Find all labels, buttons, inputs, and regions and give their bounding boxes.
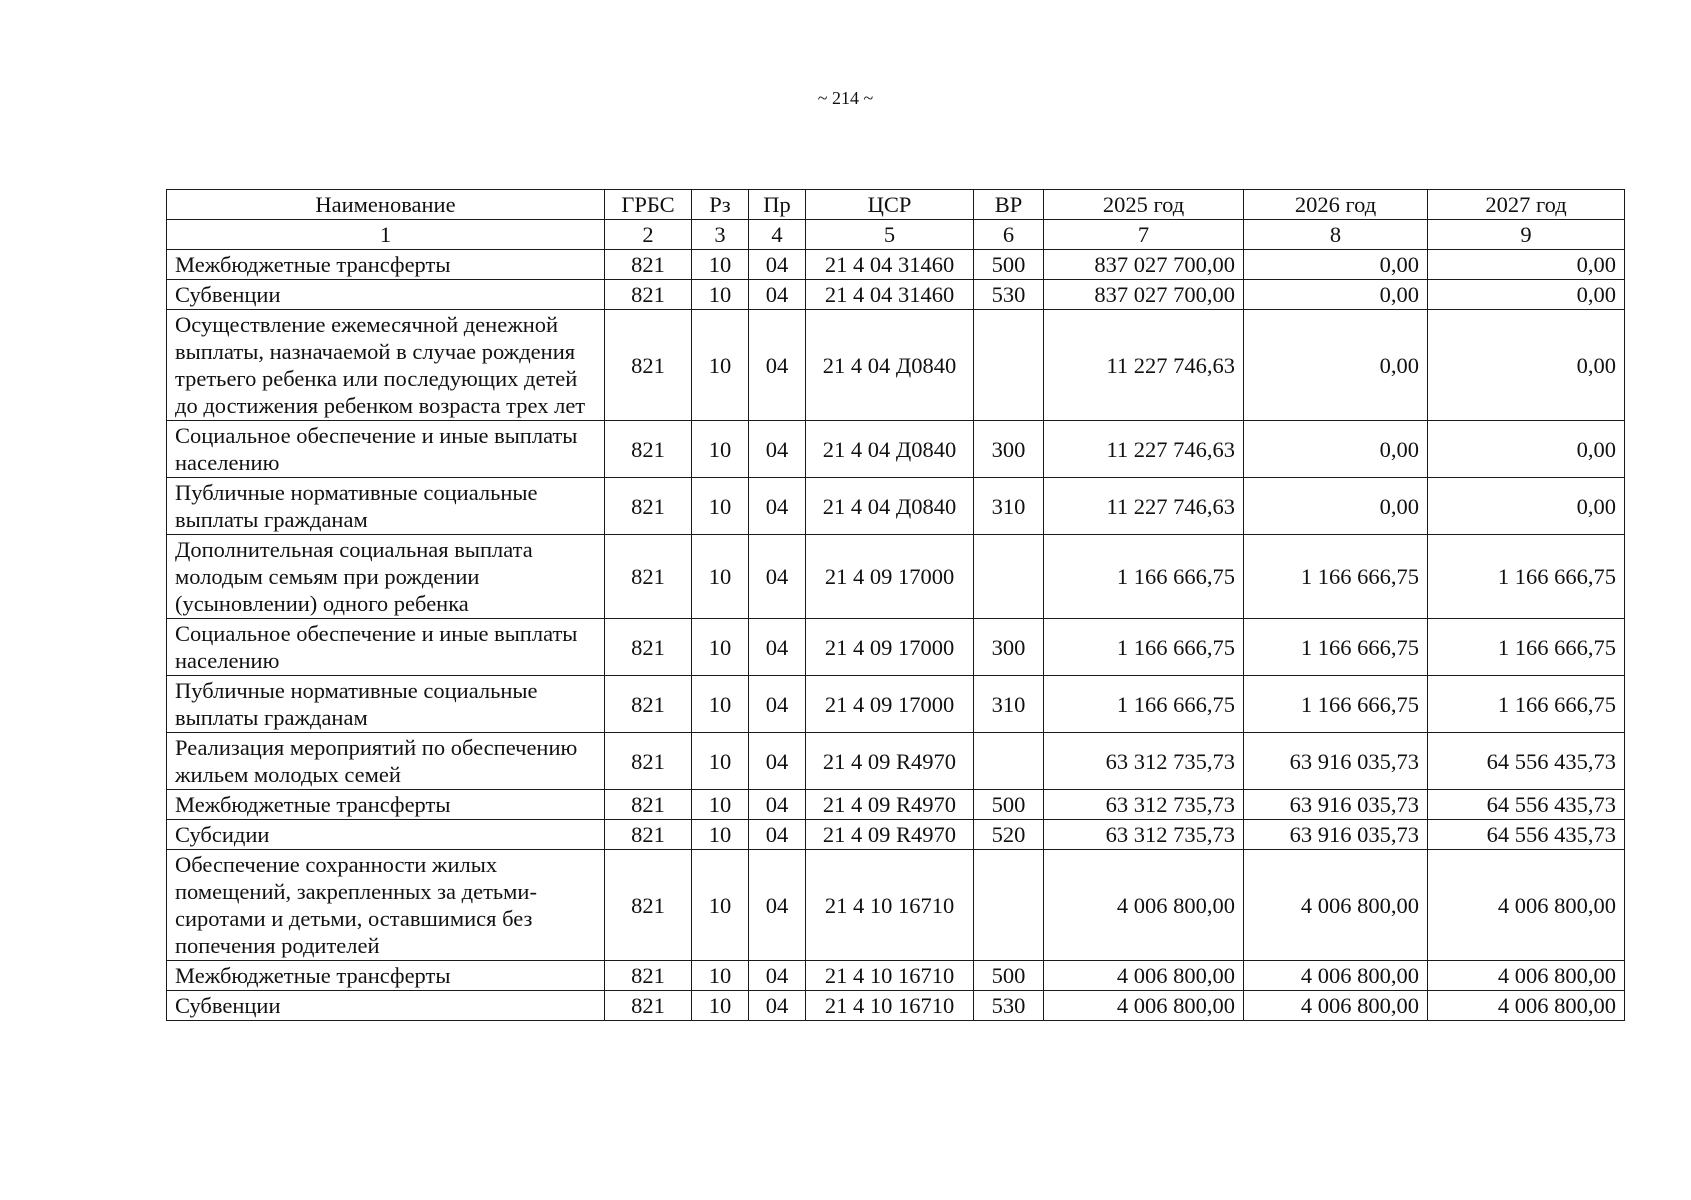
row-2026-cell: 63 916 035,73 xyxy=(1244,820,1428,850)
column-number: 3 xyxy=(692,220,749,250)
row-vr-cell: 500 xyxy=(974,790,1044,820)
row-grbs-cell: 821 xyxy=(605,850,692,961)
row-pr-cell: 04 xyxy=(749,991,806,1021)
row-pr-cell: 04 xyxy=(749,478,806,535)
row-grbs-cell: 821 xyxy=(605,421,692,478)
row-grbs-cell: 821 xyxy=(605,991,692,1021)
row-pr-cell: 04 xyxy=(749,820,806,850)
table-row xyxy=(167,850,1625,961)
row-2027-cell: 1 166 666,75 xyxy=(1428,676,1625,733)
row-2025-cell: 4 006 800,00 xyxy=(1044,961,1244,991)
page-number: ~ 214 ~ xyxy=(817,88,874,108)
column-number: 9 xyxy=(1428,220,1625,250)
row-pr-cell: 04 xyxy=(749,421,806,478)
header-2027: 2027 год xyxy=(1428,190,1625,220)
row-grbs-cell: 821 xyxy=(605,676,692,733)
column-number-row xyxy=(167,220,1625,250)
row-2027-cell: 1 166 666,75 xyxy=(1428,619,1625,676)
row-vr-cell: 500 xyxy=(974,961,1044,991)
table-row xyxy=(167,676,1625,733)
row-2027-cell: 64 556 435,73 xyxy=(1428,790,1625,820)
header-rz: Рз xyxy=(692,190,749,220)
row-2026-cell: 63 916 035,73 xyxy=(1244,733,1428,790)
row-vr-cell: 520 xyxy=(974,820,1044,850)
row-2026-cell: 0,00 xyxy=(1244,421,1428,478)
row-rz-cell: 10 xyxy=(692,619,749,676)
column-number: 6 xyxy=(974,220,1044,250)
header-2026: 2026 год xyxy=(1244,190,1428,220)
row-rz-cell: 10 xyxy=(692,790,749,820)
row-2027-cell: 4 006 800,00 xyxy=(1428,961,1625,991)
row-2025-cell: 4 006 800,00 xyxy=(1044,991,1244,1021)
row-2026-cell: 1 166 666,75 xyxy=(1244,535,1428,619)
row-vr-cell: 300 xyxy=(974,619,1044,676)
header-2025: 2025 год xyxy=(1044,190,1244,220)
row-csr-cell: 21 4 09 17000 xyxy=(806,676,974,733)
row-vr-cell xyxy=(974,733,1044,790)
row-name-cell: Социальное обеспечение и иные выплаты населению xyxy=(167,619,605,676)
row-rz-cell: 10 xyxy=(692,250,749,280)
row-grbs-cell: 821 xyxy=(605,820,692,850)
row-name-cell: Межбюджетные трансферты xyxy=(167,790,605,820)
table-row xyxy=(167,961,1625,991)
row-2025-cell: 1 166 666,75 xyxy=(1044,535,1244,619)
row-2026-cell: 0,00 xyxy=(1244,250,1428,280)
row-2026-cell: 4 006 800,00 xyxy=(1244,991,1428,1021)
row-rz-cell: 10 xyxy=(692,820,749,850)
row-grbs-cell: 821 xyxy=(605,961,692,991)
header-vr: ВР xyxy=(974,190,1044,220)
row-2027-cell: 0,00 xyxy=(1428,310,1625,421)
row-vr-cell xyxy=(974,310,1044,421)
row-name-cell: Осуществление ежемесячной денежной выплаты, назначаемой в случае рождения третьего ребенка или последующих детей до достижения ребенком возраста трех лет xyxy=(167,310,605,421)
row-2026-cell: 4 006 800,00 xyxy=(1244,850,1428,961)
row-2025-cell: 63 312 735,73 xyxy=(1044,820,1244,850)
row-2025-cell: 837 027 700,00 xyxy=(1044,280,1244,310)
row-csr-cell: 21 4 04 Д0840 xyxy=(806,478,974,535)
row-csr-cell: 21 4 04 31460 xyxy=(806,280,974,310)
row-csr-cell: 21 4 10 16710 xyxy=(806,991,974,1021)
row-2026-cell: 0,00 xyxy=(1244,310,1428,421)
row-2027-cell: 1 166 666,75 xyxy=(1428,535,1625,619)
row-rz-cell: 10 xyxy=(692,850,749,961)
row-pr-cell: 04 xyxy=(749,250,806,280)
row-2027-cell: 0,00 xyxy=(1428,478,1625,535)
row-rz-cell: 10 xyxy=(692,733,749,790)
row-grbs-cell: 821 xyxy=(605,478,692,535)
row-2027-cell: 4 006 800,00 xyxy=(1428,850,1625,961)
row-vr-cell: 530 xyxy=(974,991,1044,1021)
row-2025-cell: 4 006 800,00 xyxy=(1044,850,1244,961)
table-row xyxy=(167,250,1625,280)
row-pr-cell: 04 xyxy=(749,790,806,820)
row-name-cell: Социальное обеспечение и иные выплаты населению xyxy=(167,421,605,478)
table-row xyxy=(167,733,1625,790)
row-2027-cell: 64 556 435,73 xyxy=(1428,820,1625,850)
row-rz-cell: 10 xyxy=(692,478,749,535)
row-rz-cell: 10 xyxy=(692,991,749,1021)
row-csr-cell: 21 4 04 Д0840 xyxy=(806,421,974,478)
row-name-cell: Межбюджетные трансферты xyxy=(167,250,605,280)
row-rz-cell: 10 xyxy=(692,421,749,478)
table-row xyxy=(167,820,1625,850)
row-2025-cell: 1 166 666,75 xyxy=(1044,676,1244,733)
row-2025-cell: 63 312 735,73 xyxy=(1044,733,1244,790)
row-2026-cell: 0,00 xyxy=(1244,478,1428,535)
row-name-cell: Субсидии xyxy=(167,820,605,850)
row-name-cell: Субвенции xyxy=(167,991,605,1021)
column-number: 1 xyxy=(167,220,605,250)
row-csr-cell: 21 4 09 R4970 xyxy=(806,733,974,790)
row-2025-cell: 1 166 666,75 xyxy=(1044,619,1244,676)
table-row xyxy=(167,790,1625,820)
row-vr-cell: 310 xyxy=(974,676,1044,733)
table-row xyxy=(167,280,1625,310)
row-csr-cell: 21 4 04 Д0840 xyxy=(806,310,974,421)
row-2025-cell: 11 227 746,63 xyxy=(1044,421,1244,478)
row-csr-cell: 21 4 04 31460 xyxy=(806,250,974,280)
row-grbs-cell: 821 xyxy=(605,250,692,280)
row-2027-cell: 0,00 xyxy=(1428,280,1625,310)
row-2027-cell: 4 006 800,00 xyxy=(1428,991,1625,1021)
row-pr-cell: 04 xyxy=(749,850,806,961)
row-csr-cell: 21 4 09 17000 xyxy=(806,535,974,619)
row-grbs-cell: 821 xyxy=(605,619,692,676)
row-name-cell: Реализация мероприятий по обеспечению жильем молодых семей xyxy=(167,733,605,790)
row-grbs-cell: 821 xyxy=(605,280,692,310)
row-pr-cell: 04 xyxy=(749,733,806,790)
table-row xyxy=(167,619,1625,676)
row-pr-cell: 04 xyxy=(749,280,806,310)
row-2026-cell: 4 006 800,00 xyxy=(1244,961,1428,991)
row-rz-cell: 10 xyxy=(692,310,749,421)
row-name-cell: Публичные нормативные социальные выплаты гражданам xyxy=(167,478,605,535)
table-row xyxy=(167,310,1625,421)
column-number: 7 xyxy=(1044,220,1244,250)
row-vr-cell: 500 xyxy=(974,250,1044,280)
row-grbs-cell: 821 xyxy=(605,310,692,421)
row-name-cell: Публичные нормативные социальные выплаты гражданам xyxy=(167,676,605,733)
header-grbs: ГРБС xyxy=(605,190,692,220)
row-vr-cell xyxy=(974,535,1044,619)
row-csr-cell: 21 4 09 R4970 xyxy=(806,820,974,850)
row-rz-cell: 10 xyxy=(692,535,749,619)
row-2025-cell: 11 227 746,63 xyxy=(1044,478,1244,535)
row-vr-cell: 310 xyxy=(974,478,1044,535)
header-name: Наименование xyxy=(167,190,605,220)
table-row xyxy=(167,991,1625,1021)
row-name-cell: Межбюджетные трансферты xyxy=(167,961,605,991)
row-rz-cell: 10 xyxy=(692,280,749,310)
column-number: 8 xyxy=(1244,220,1428,250)
table-row xyxy=(167,421,1625,478)
column-number: 4 xyxy=(749,220,806,250)
row-csr-cell: 21 4 10 16710 xyxy=(806,961,974,991)
row-2027-cell: 64 556 435,73 xyxy=(1428,733,1625,790)
row-pr-cell: 04 xyxy=(749,619,806,676)
row-2027-cell: 0,00 xyxy=(1428,421,1625,478)
table-body xyxy=(167,250,1625,1021)
row-pr-cell: 04 xyxy=(749,310,806,421)
row-csr-cell: 21 4 09 R4970 xyxy=(806,790,974,820)
row-2025-cell: 11 227 746,63 xyxy=(1044,310,1244,421)
header-pr: Пр xyxy=(749,190,806,220)
row-csr-cell: 21 4 09 17000 xyxy=(806,619,974,676)
row-name-cell: Обеспечение сохранности жилых помещений, закрепленных за детьми-сиротами и детьми, оставшимися без попечения родителей xyxy=(167,850,605,961)
column-number: 5 xyxy=(806,220,974,250)
row-grbs-cell: 821 xyxy=(605,790,692,820)
row-name-cell: Субвенции xyxy=(167,280,605,310)
header-csr: ЦСР xyxy=(806,190,974,220)
table-row xyxy=(167,478,1625,535)
row-pr-cell: 04 xyxy=(749,535,806,619)
table-row xyxy=(167,535,1625,619)
row-vr-cell: 530 xyxy=(974,280,1044,310)
row-rz-cell: 10 xyxy=(692,961,749,991)
row-grbs-cell: 821 xyxy=(605,535,692,619)
row-2026-cell: 0,00 xyxy=(1244,280,1428,310)
row-2025-cell: 837 027 700,00 xyxy=(1044,250,1244,280)
row-rz-cell: 10 xyxy=(692,676,749,733)
row-csr-cell: 21 4 10 16710 xyxy=(806,850,974,961)
row-2027-cell: 0,00 xyxy=(1428,250,1625,280)
row-2025-cell: 63 312 735,73 xyxy=(1044,790,1244,820)
row-2026-cell: 1 166 666,75 xyxy=(1244,619,1428,676)
row-pr-cell: 04 xyxy=(749,676,806,733)
budget-table xyxy=(166,189,1625,1021)
header-row xyxy=(167,190,1625,220)
row-2026-cell: 63 916 035,73 xyxy=(1244,790,1428,820)
row-vr-cell: 300 xyxy=(974,421,1044,478)
row-2026-cell: 1 166 666,75 xyxy=(1244,676,1428,733)
row-pr-cell: 04 xyxy=(749,961,806,991)
row-name-cell: Дополнительная социальная выплата молодым семьям при рождении (усыновлении) одного ребенка xyxy=(167,535,605,619)
row-vr-cell xyxy=(974,850,1044,961)
row-grbs-cell: 821 xyxy=(605,733,692,790)
column-number: 2 xyxy=(605,220,692,250)
